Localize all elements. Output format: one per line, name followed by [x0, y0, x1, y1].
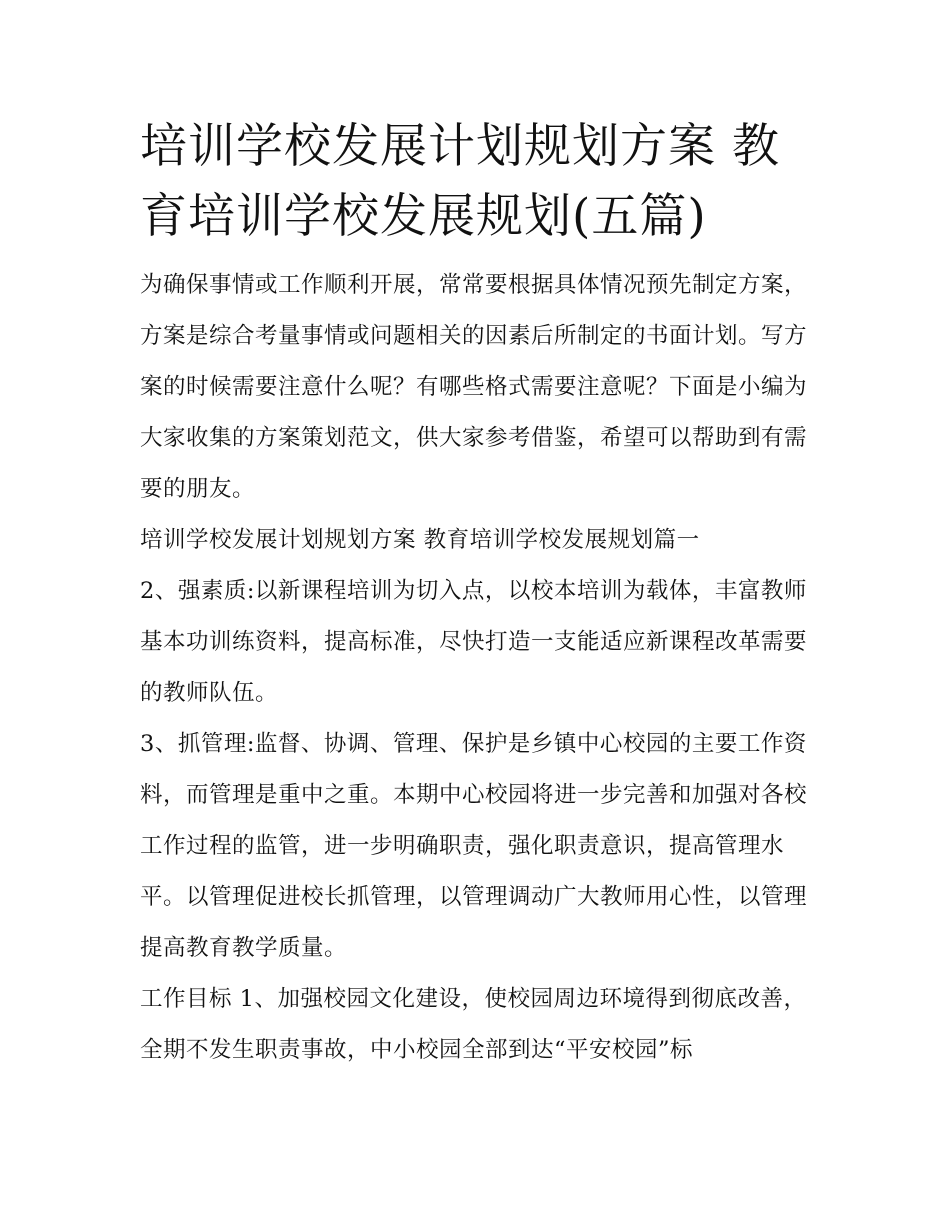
paragraph-item-2: 2、强素质:以新课程培训为切入点，以校本培训为载体，丰富教师基本功训练资料，提高标准，尽快打造一支能适应新课程改革需要的教师队伍。 [140, 578, 808, 706]
document-page [140, 112, 815, 1076]
section-heading: 培训学校发展计划规划方案 教育培训学校发展规划篇一 [140, 527, 700, 553]
work-goals-paragraph: 工作目标 1、加强校园文化建设，使校园周边环境得到彻底改善，全期不发生职责事故，中小校园全部到达“平安校园”标 [140, 986, 807, 1063]
intro-paragraph: 为确保事情或工作顺利开展，常常要根据具体情况预先制定方案，方案是综合考量事情或问题相关的因素后所制定的书面计划。写方案的时候需要注意什么呢？有哪些格式需要注意呢？下面是小编为大家收集的方案策划范文，供大家参考借鉴，希望可以帮助到有需要的朋友。 [140, 272, 808, 502]
paragraph-item-3: 3、抓管理:监督、协调、管理、保护是乡镇中心校园的主要工作资料，而管理是重中之重。本期中心校园将进一步完善和加强对各校工作过程的监管，进一步明确职责，强化职责意识，提高管理水平。以管理促进校长抓管理，以管理调动广大教师用心性，以管理提高教育教学质量。 [140, 731, 808, 961]
document-title: 培训学校发展计划规划方案 教育培训学校发展规划(五篇) [140, 119, 780, 244]
